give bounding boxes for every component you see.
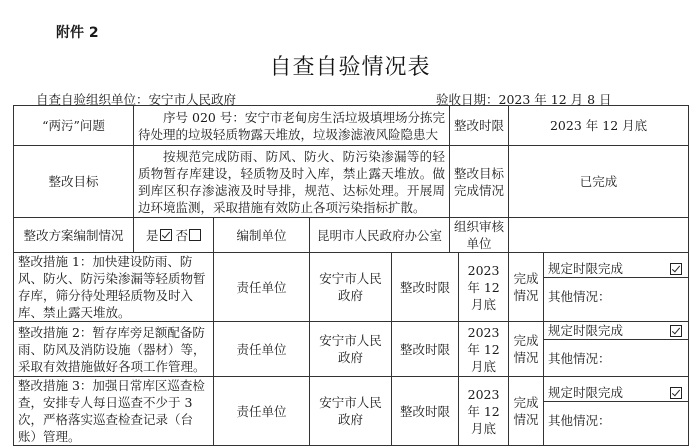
status-option-other-label: 其他情况：	[548, 350, 611, 366]
page-title: 自查自验情况表	[269, 55, 431, 80]
plan-no-label: 否	[175, 227, 188, 243]
status-option-other	[544, 277, 688, 314]
measure-status-label: 完成情况	[509, 253, 544, 322]
plan-no-checkbox[interactable]	[189, 229, 201, 241]
problem-deadline-label: 整改时限	[450, 106, 509, 146]
measure-deadline-label: 整改时限	[392, 322, 459, 377]
status-option-ontime-label: 规定时限完成	[548, 261, 624, 276]
measure-resp-label: 责任单位	[214, 377, 310, 446]
measure-text: 整改措施 3：加强日常库区巡查检查，安排专人每日巡查不少于 3 次，严格落实巡查检查记录（台账）管理。	[14, 377, 214, 446]
measure-resp-value: 安宁市人民政府	[310, 377, 392, 446]
measure-text: 整改措施 2：暂存库旁足额配备防雨、防风及消防设施（器材）等，采取有效措施做好各项工作管理。	[14, 322, 214, 377]
goal-label: 整改目标	[14, 146, 134, 218]
row-problem	[14, 106, 689, 146]
problem-content: 序号 020 号：安宁市老甸房生活垃圾填埋场分拣完待处理的垃圾轻质物露天堆放，垃圾渗滤液风险隐患大	[134, 106, 450, 146]
status-option-ontime-checkbox[interactable]	[670, 387, 682, 399]
goal-content: 按规范完成防雨、防风、防火、防污染渗漏等的轻质物暂存库建设，轻质物及时入库，禁止露天堆放。做到库区积存渗滤液及时导排，规范、达标处理。开展周边环境监测，采取措施有效防止各项污染指标扩散。	[134, 146, 450, 218]
status-option-ontime	[544, 322, 688, 339]
measure-status-label: 完成情况	[509, 322, 544, 377]
problem-deadline-value: 2023 年 12 月底	[509, 106, 689, 146]
goal-status-value: 已完成	[509, 146, 689, 218]
plan-unit-label: 编制单位	[214, 218, 310, 253]
measure-status-options	[544, 377, 689, 446]
measure-status-label: 完成情况	[509, 377, 544, 446]
measure-deadline-value: 2023 年 12 月底	[459, 253, 509, 322]
plan-review-value	[509, 218, 689, 253]
measure-deadline-label: 整改时限	[392, 253, 459, 322]
measure-deadline-value: 2023 年 12 月底	[459, 377, 509, 446]
status-option-other-label: 其他情况：	[548, 412, 611, 428]
measure-row	[14, 377, 689, 446]
status-option-other	[544, 339, 688, 376]
inspection-table	[13, 105, 689, 446]
status-option-ontime	[544, 384, 688, 401]
measure-resp-label: 责任单位	[214, 253, 310, 322]
measure-status-options	[544, 322, 689, 377]
date-label: 验收日期：	[436, 92, 499, 107]
problem-label: “两污”问题	[14, 106, 134, 146]
attachment-label: 附件 2	[56, 25, 99, 41]
plan-options	[134, 218, 214, 253]
plan-yes-label: 是	[145, 227, 159, 243]
measure-deadline-value: 2023 年 12 月底	[459, 322, 509, 377]
goal-status-label: 整改目标完成情况	[450, 146, 509, 218]
row-plan	[14, 218, 689, 253]
plan-label: 整改方案编制情况	[14, 218, 134, 253]
row-goal	[14, 146, 689, 218]
status-option-ontime-checkbox[interactable]	[670, 325, 682, 337]
plan-review-label: 组织审核单位	[450, 218, 509, 253]
measure-row	[14, 253, 689, 322]
plan-yes-checkbox[interactable]	[160, 229, 172, 241]
measure-resp-label: 责任单位	[214, 322, 310, 377]
status-option-ontime	[544, 260, 688, 277]
measure-text: 整改措施 1：加快建设防雨、防风、防火、防污染渗漏等轻质物暂存库，筛分待处理轻质物及时入库、禁止露天堆放。	[14, 253, 214, 322]
measure-status-options	[544, 253, 689, 322]
date-value: 2023 年 12 月 8 日	[498, 92, 612, 107]
measure-resp-value: 安宁市人民政府	[310, 322, 392, 377]
status-option-ontime-label: 规定时限完成	[548, 323, 624, 338]
org-label: 自查自验组织单位：	[36, 92, 149, 107]
status-option-other-label: 其他情况：	[548, 288, 611, 304]
status-option-other	[544, 401, 688, 438]
status-option-ontime-label: 规定时限完成	[548, 385, 624, 400]
org-value: 安宁市人民政府	[148, 92, 237, 107]
measure-resp-value: 安宁市人民政府	[310, 253, 392, 322]
measure-deadline-label: 整改时限	[392, 377, 459, 446]
status-option-ontime-checkbox[interactable]	[670, 263, 682, 275]
plan-unit-value: 昆明市人民政府办公室	[310, 218, 450, 253]
measure-row	[14, 322, 689, 377]
